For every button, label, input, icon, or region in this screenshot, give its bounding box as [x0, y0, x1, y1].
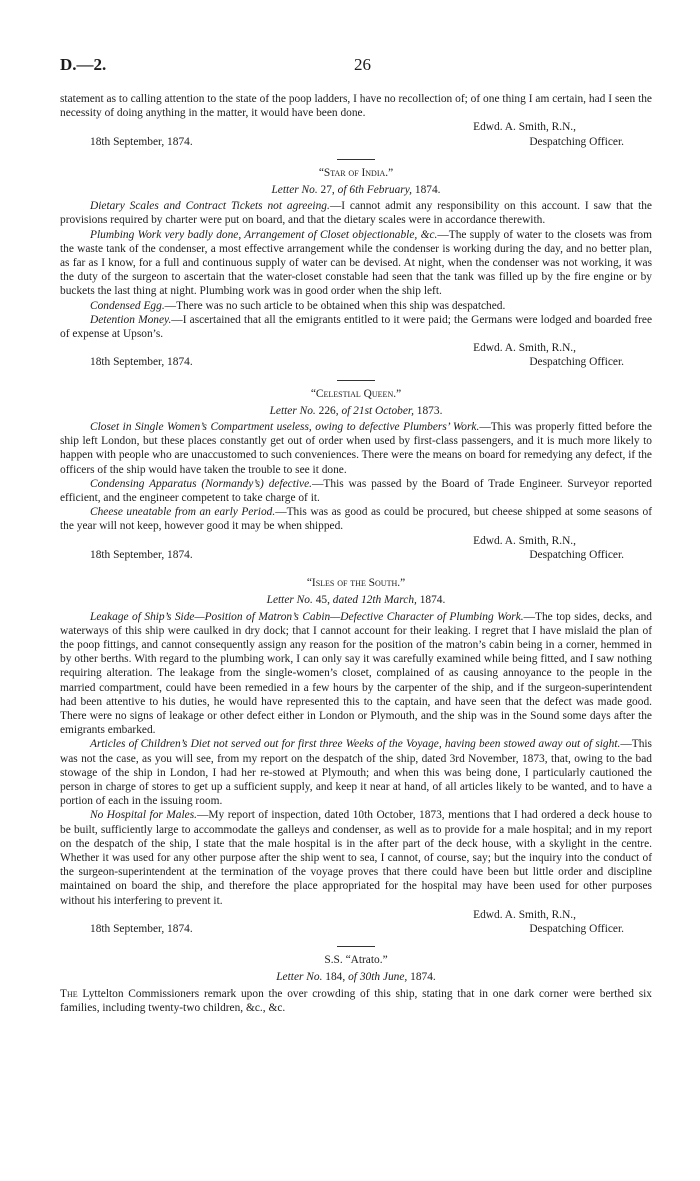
section-title: “Celestial Queen.”	[310, 387, 402, 400]
page-header	[60, 55, 650, 82]
signatory-name: Edwd. A. Smith, R.N.,	[473, 121, 576, 134]
signature-date: 18th September, 1874.	[90, 922, 193, 935]
opening-paragraph: statement as to calling attention to the state of the poop ladders, I have no recollection of; of one thing I am certain, had I seen the necessity of doing anything in the matter, it would have been done.	[60, 93, 652, 120]
paragraph: Articles of Children’s Diet not served out for first three Weeks of the Voyage, having been stowed away out of sight.—This was not the case, as you will see, from my report on the despatch of the ship, dated 3rd November, 1873, that, owing to the bad stowage of the ship in London, I had her re-stowed at Plymouth; and when this was being done, I particularly cautioned the person in charge of stores to get up a sufficient supply, and keep it near at hand, of all articles likely to be wanted, and to have a portion of each in the issuing room.	[60, 738, 652, 808]
letter-reference: Letter No. 226, of 21st October, 1873.	[269, 404, 443, 417]
section-title: “Isles of the South.”	[306, 577, 406, 590]
signatory-role: Despatching Officer.	[529, 548, 624, 561]
signatory-name: Edwd. A. Smith, R.N.,	[473, 908, 576, 921]
document-id: D.—2.	[60, 55, 107, 74]
signature-date: 18th September, 1874.	[90, 135, 193, 148]
signature-block	[60, 341, 652, 369]
paragraph: Detention Money.—I ascertained that all the emigrants entitled to it were paid; the Germans were lodged and boarded free of expense at Upson’s.	[60, 313, 652, 341]
section-title: S.S. “Atrato.”	[324, 954, 388, 967]
signatory-role: Despatching Officer.	[529, 135, 624, 148]
letter-reference: Letter No. 184, of 30th June, 1874.	[276, 971, 436, 984]
letter-reference: Letter No. 45, dated 12th March, 1874.	[266, 594, 446, 607]
section-divider	[337, 946, 375, 947]
signatory-name: Edwd. A. Smith, R.N.,	[473, 342, 576, 355]
letter-reference: Letter No. 27, of 6th February, 1874.	[271, 184, 441, 197]
paragraph: Closet in Single Women’s Compartment useless, owing to defective Plumbers’ Work.—This was properly fitted before the ship left London, but these places constantly get out of order when used by first-class passengers, and it is much more likely to happen with people who are unaccustomed to such conveniences. There were the means on board for remedying any defect, if the officers of the ship would have taken the trouble to see it done.	[60, 421, 652, 476]
paragraph: Condensed Egg.—There was no such article to be obtained when this ship was despatched.	[90, 299, 506, 312]
signatory-role: Despatching Officer.	[529, 356, 624, 369]
signatory-name: Edwd. A. Smith, R.N.,	[473, 534, 576, 547]
paragraph: Dietary Scales and Contract Tickets not agreeing.—I cannot admit any responsibility on this account. I saw that the provisions required by charter were put on board, and that the dietary scales were in accordance therewith.	[60, 200, 652, 227]
paragraph: No Hospital for Males.—My report of inspection, dated 10th October, 1873, mentions that I had ordered a deck house to be built, sufficiently large to accommodate the galleys and condenser, as well as to provide for a male hospital; and in my report on the despatch of the ship, I state that the male hospital is in the after part of the deck house, with a skylight in the centre. Whether it was used for any other purpose after the ship went to sea, I cannot, of course, say; but the inquiry into the conduct of the surgeon-superintendent at the termination of the voyage proves that there could have been but little order and discipline maintained on board the ship, and therefore the place appropriated for the hospital may have been used for other purposes without his interfering to prevent it.	[60, 809, 652, 907]
signatory-role: Despatching Officer.	[529, 922, 624, 935]
paragraph: Cheese uneatable from an early Period.—This was as good as could be procured, but cheese shipped at some seasons of the year will not keep, however good it may be when shipped.	[60, 506, 652, 533]
section-title: “Star of India.”	[318, 166, 394, 179]
signature-block	[60, 908, 652, 936]
section-divider	[337, 159, 375, 160]
paragraph: The Lyttelton Commissioners remark upon the over crowding of this ship, stating that in one dark corner were berthed six families, including twenty-two children, &c., &c.	[60, 987, 652, 1014]
signature-date: 18th September, 1874.	[90, 548, 193, 561]
paragraph: Condensing Apparatus (Normandy’s) defective.—This was passed by the Board of Trade Engineer. Surveyor reported efficient, and the engineer competent to take charge of it.	[60, 477, 652, 505]
page-number: 26	[354, 55, 371, 74]
page-content	[60, 92, 652, 1015]
paragraph: Leakage of Ship’s Side—Position of Matron’s Cabin—Defective Character of Plumbing Work.—The top sides, decks, and waterways of this ship were caulked in dry dock; that I cannot account for their leaking. I regret that I have mislaid the plan of the poop fittings, and cannot consequently assign any reason for the position of the matron’s cabin being in a corner, hemmed in by other berths. With regard to the plumbing work, I can only say it was carefully examined while being fitted, and I saw nothing requiring alteration. The leakage from the single-women’s closet, complained of as causing annoyance to the people in the married compartment, could have been remedied in a few hours by the carpenter of the ship, and if the surgeon-superintendent had been attentive to his duties, he would have represented this to the captain, and have seen that the defect was made good. There were no signs of leakage or other defect either in London or Plymouth, and the ship was in the Sound some days after the emigrants embarked.	[60, 610, 653, 737]
signature-block	[60, 120, 652, 148]
section-divider	[337, 380, 375, 381]
signature-block	[60, 534, 652, 562]
paragraph: Plumbing Work very badly done, Arrangement of Closet objectionable, &c.—The supply of water to the closets was from the waste tank of the condenser, a most effective arrangement while the condenser is working during the day, and no better plan, as far as I know, for a full and continuous supply of water can be devised. At night, when the condenser was not working, it was the duty of the surgeon to ascertain that the water-closet constable had seen that the tank was filled up by the fire engine or by buckets the last thing at night. Plumbing work was in good order when the ship left.	[60, 228, 652, 298]
signature-date: 18th September, 1874.	[90, 356, 193, 369]
